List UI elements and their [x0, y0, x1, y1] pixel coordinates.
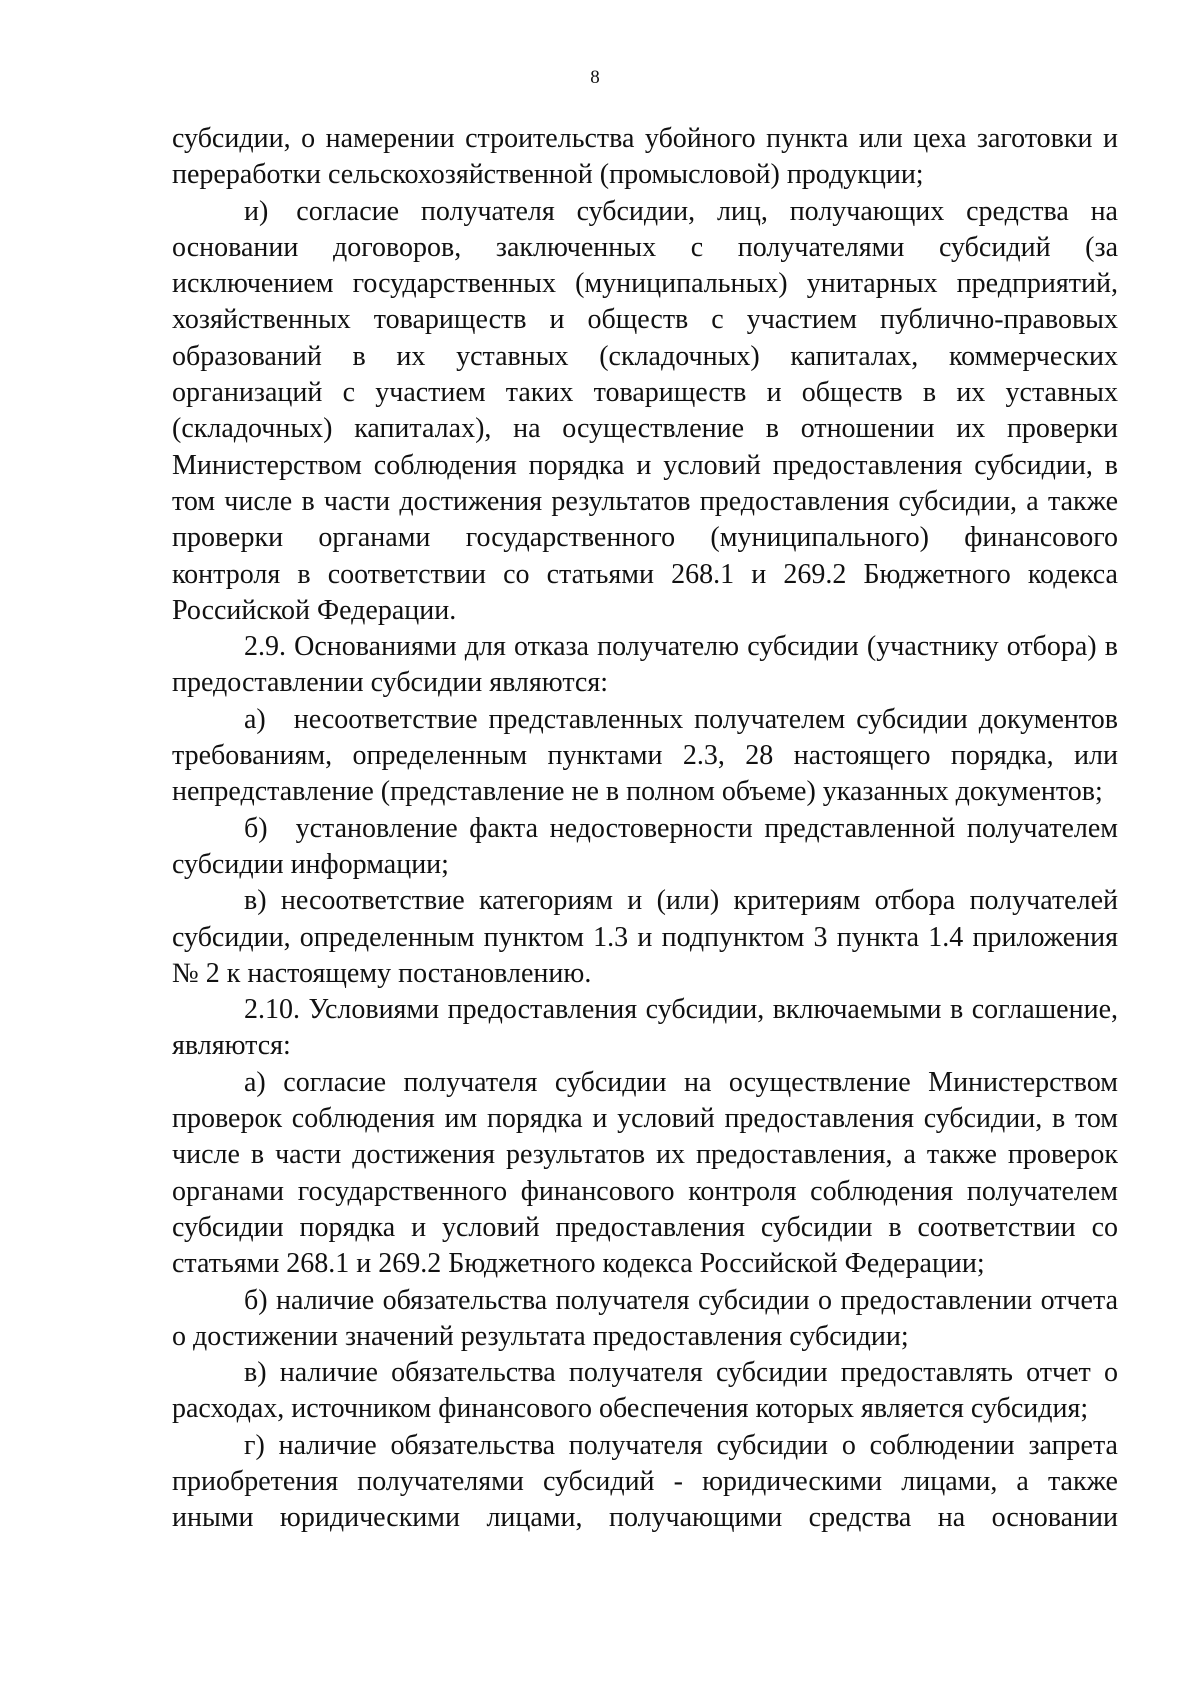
paragraph-2-10-v: в) наличие обязательства получателя субсидии предоставлять отчет о расходах, источником финансового обеспечения которых является субсидия;: [172, 1357, 1118, 1425]
paragraph-continuation: субсидии, о намерении строительства убойного пункта или цеха заготовки и переработки сельскохозяйственной (промысловой) продукции;: [172, 123, 1118, 191]
paragraph-2-9-b: б) установление факта недостоверности представленной получателем субсидии информации;: [172, 812, 1118, 880]
paragraph-2-10-g: г) наличие обязательства получателя субсидии о соблюдении запрета приобретения получателями субсидий - юридическими лицами, а также иными юридическими лицами, получающими средства на основании: [172, 1429, 1118, 1534]
paragraph-2-9: 2.9. Основаниями для отказа получателю субсидии (участнику отбора) в предоставлении субсидии являются:: [172, 631, 1118, 699]
paragraph-2-10: 2.10. Условиями предоставления субсидии, включаемыми в соглашение, являются:: [172, 994, 1118, 1062]
paragraph-2-10-a: а) согласие получателя субсидии на осуществление Министерством проверок соблюдения им порядка и условий предоставления субсидии, в том числе в части достижения результатов их предоставления, а также проверок органами государственного финансового контроля соблюдения получателем субсидии порядка и условий предоставления субсидии в соответствии со статьями 268.1 и 269.2 Бюджетного кодекса Российской Федерации;: [172, 1066, 1118, 1280]
paragraph-2-9-v: в) несоответствие категориям и (или) критериям отбора получателей субсидии, определенным пунктом 1.3 и подпунктом 3 пункта 1.4 приложения № 2 к настоящему постановлению.: [172, 885, 1118, 989]
paragraph-item-i: и) согласие получателя субсидии, лиц, получающих средства на основании договоров, заключенных с получателями субсидий (за исключением государственных (муниципальных) унитарных предприятий, хозяйственных товариществ и обществ с участием публично-правовых образований в их уставных (складочных) капиталах, коммерческих организаций с участием таких товариществ и обществ в их уставных (складочных) капиталах), на осуществление в отношении их проверки Министерством соблюдения порядка и условий предоставления субсидии, в том числе в части достижения результатов предоставления субсидии, а также проверки органами государственного (муниципального) финансового контроля в соответствии со статьями 268.1 и 269.2 Бюджетного кодекса Российской Федерации.: [172, 195, 1118, 626]
page-number: 8: [590, 67, 600, 88]
document-body: [172, 121, 1118, 1537]
paragraph-2-9-a: а) несоответствие представленных получателем субсидии документов требованиям, определенным пунктами 2.3, 28 настоящего порядка, или непредставление (представление не в полном объеме) указанных документов;: [172, 703, 1118, 808]
paragraph-2-10-b: б) наличие обязательства получателя субсидии о предоставлении отчета о достижении значений результата предоставления субсидии;: [172, 1284, 1118, 1352]
